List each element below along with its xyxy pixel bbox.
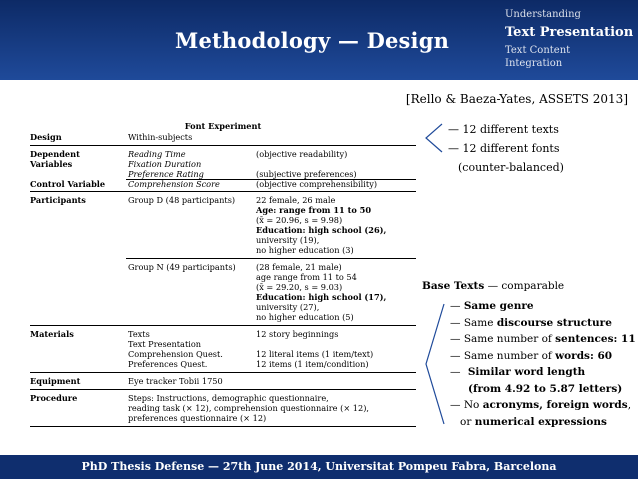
materials-item: Texts [128,329,150,339]
bracket-icon [420,300,450,430]
equipment-label: Equipment [30,376,81,386]
table-divider [30,426,416,427]
group-n-line: university (27), [256,302,320,312]
control-name: Comprehension Score [128,179,220,189]
materials-desc: 12 literal items (1 item/text) [256,349,374,359]
group-d-line: Education: high school (26), [256,225,387,235]
table-divider [30,389,416,390]
materials-item: Preferences Quest. [128,359,208,369]
nav-section-understanding[interactable]: Understanding [505,9,581,20]
list-item: — No acronyms, foreign words, [450,399,632,411]
list-item: — Same discourse structure [450,316,612,329]
dependent-label: Variables [30,159,73,169]
group-n-line: age range from 11 to 54 [256,272,357,282]
group-n-line: Education: high school (17), [256,292,387,302]
equipment-value: Eye tracker Tobii 1750 [128,376,223,386]
slide-title: Methodology — Design [175,28,450,53]
table-caption: Font Experiment [184,121,262,131]
base-texts-title: Base Texts [422,280,485,292]
procedure-line: preferences questionnaire (× 12) [128,413,267,423]
table-divider [30,191,416,192]
group-n-line: no higher education (5) [256,312,354,322]
base-texts-heading [422,280,564,292]
experiment-notes [448,120,564,177]
title-bar [0,0,638,80]
group-d-line: 22 female, 26 male [256,195,336,205]
note-texts: — 12 different texts [448,123,559,136]
group-d-line: Age: range from 11 to 50 [256,205,372,215]
dv-name: Preference Rating [128,169,204,179]
materials-item: Text Presentation [128,339,202,349]
footer: PhD Thesis Defense — 27th June 2014, Universitat Pompeu Fabra, Barcelona [0,455,638,479]
nav-current-text-presentation[interactable]: Text Presentation [505,25,634,40]
participants-label: Participants [30,195,86,205]
bracket-icon [420,120,450,170]
control-label: Control Variable [30,179,106,189]
list-item: (from 4.92 to 5.87 letters) [468,382,623,395]
nav-text-content[interactable]: Text Content [505,45,571,56]
dv-name: Reading Time [128,149,186,159]
dv-desc: (objective readability) [256,149,348,159]
note-fonts: — 12 different fonts [448,142,560,155]
group-d: Group D (48 participants) [128,195,236,205]
group-d-line: (x̄ = 20.96, s = 9.98) [256,215,343,225]
dv-desc: (subjective preferences) [256,169,357,179]
note-counterbalanced: (counter-balanced) [458,161,564,174]
table-divider [126,179,416,180]
materials-desc: 12 story beginnings [256,329,339,339]
materials-label: Materials [30,329,74,339]
table-divider [126,258,416,259]
list-item: — Same genre [450,300,534,312]
procedure-line: Steps: Instructions, demographic questionnaire, [128,393,329,403]
materials-item: Comprehension Quest. [128,349,223,359]
materials-desc: 12 items (1 item/condition) [256,359,369,369]
table-divider [30,325,416,326]
group-d-line: no higher education (3) [256,245,354,255]
dependent-label: Dependent [30,149,80,159]
design-value: Within-subjects [128,132,193,142]
base-texts-list [450,298,636,430]
nav-integration[interactable]: Integration [505,58,563,69]
design-label: Design [30,132,62,142]
base-texts-sub: — comparable [484,280,565,292]
section-navigation [505,8,633,70]
list-item: — Same number of sentences: 11 [450,333,636,345]
procedure-line: reading task (× 12), comprehension questionnaire (× 12), [128,403,370,413]
procedure-label: Procedure [30,393,78,403]
dv-name: Fixation Duration [128,159,202,169]
table-divider [30,372,416,373]
group-n-line: (x̄ = 29.20, s = 9.03) [256,282,343,292]
group-n: Group N (49 participants) [128,262,236,272]
citation: [Rello & Baeza-Yates, ASSETS 2013] [405,92,628,106]
list-item: — Same number of words: 60 [450,349,613,362]
table-divider [30,145,416,146]
control-desc: (objective comprehensibility) [256,179,378,189]
list-item: or numerical expressions [460,415,607,428]
list-item: — Similar word length [450,366,586,378]
group-d-line: university (19), [256,235,320,245]
group-n-line: (28 female, 21 male) [256,262,342,272]
